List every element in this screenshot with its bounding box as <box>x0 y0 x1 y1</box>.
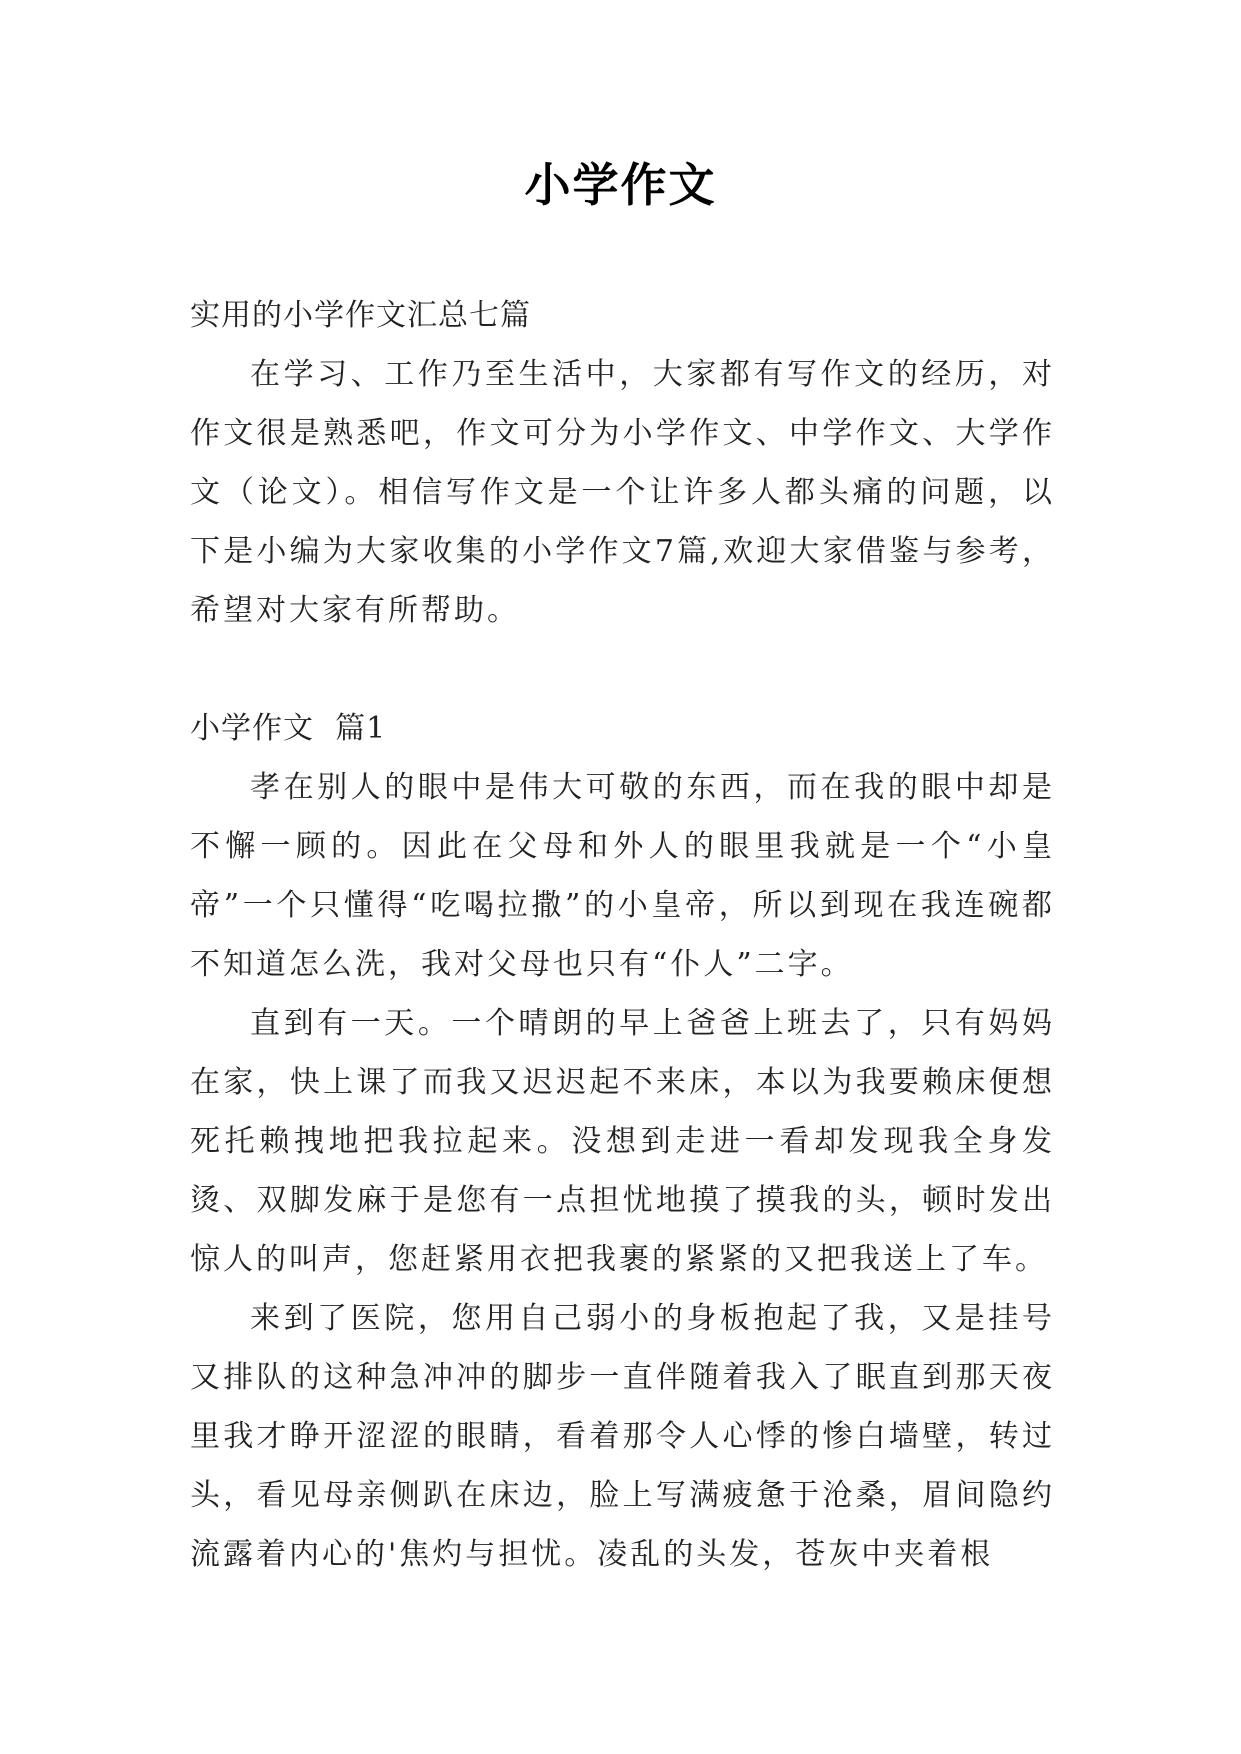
document-body <box>190 286 1055 1584</box>
essay-paragraph: 直到有一天。一个晴朗的早上爸爸上班去了，只有妈妈在家，快上课了而我又迟迟起不来床，本以为我要赖床便想死托赖拽地把我拉起来。没想到走进一看却发现我全身发烫、双脚发麻于是您有一点担忧地摸了摸我的头，顿时发出惊人的叫声，您赶紧用衣把我裹的紧紧的又把我送上了车。 <box>190 1006 1055 1277</box>
essay-paragraph: 孝在别人的眼中是伟大可敬的东西，而在我的眼中却是不懈一顾的。因此在父母和外人的眼里我就是一个“小皇帝”一个只懂得“吃喝拉撒”的小皇帝，所以到现在我连碗都不知道怎么洗，我对父母也只有“仆人”二字。 <box>190 770 1055 982</box>
section-spacer <box>190 640 1055 699</box>
document-title: 小学作文 <box>524 158 717 212</box>
essay-paragraph: 来到了医院，您用自己弱小的身板抱起了我，又是挂号又排队的这种急冲冲的脚步一直伴随着我入了眠直到那天夜里我才睁开涩涩的眼睛，看着那令人心悸的惨白墙壁，转过头，看见母亲侧趴在床边，脸上写满疲惫于沧桑，眉间隐约流露着内心的'焦灼与担忧。凌乱的头发，苍灰中夹着根 <box>190 1301 1055 1572</box>
section-heading: 小学作文 篇1 <box>190 711 387 746</box>
intro-heading: 实用的小学作文汇总七篇 <box>190 298 531 333</box>
intro-paragraph: 在学习、工作乃至生活中，大家都有写作文的经历，对作文很是熟悉吧，作文可分为小学作文、中学作文、大学作文（论文）。相信写作文是一个让许多人都头痛的问题，以下是小编为大家收集的小学作文7篇,欢迎大家借鉴与参考，希望对大家有所帮助。 <box>190 357 1055 628</box>
